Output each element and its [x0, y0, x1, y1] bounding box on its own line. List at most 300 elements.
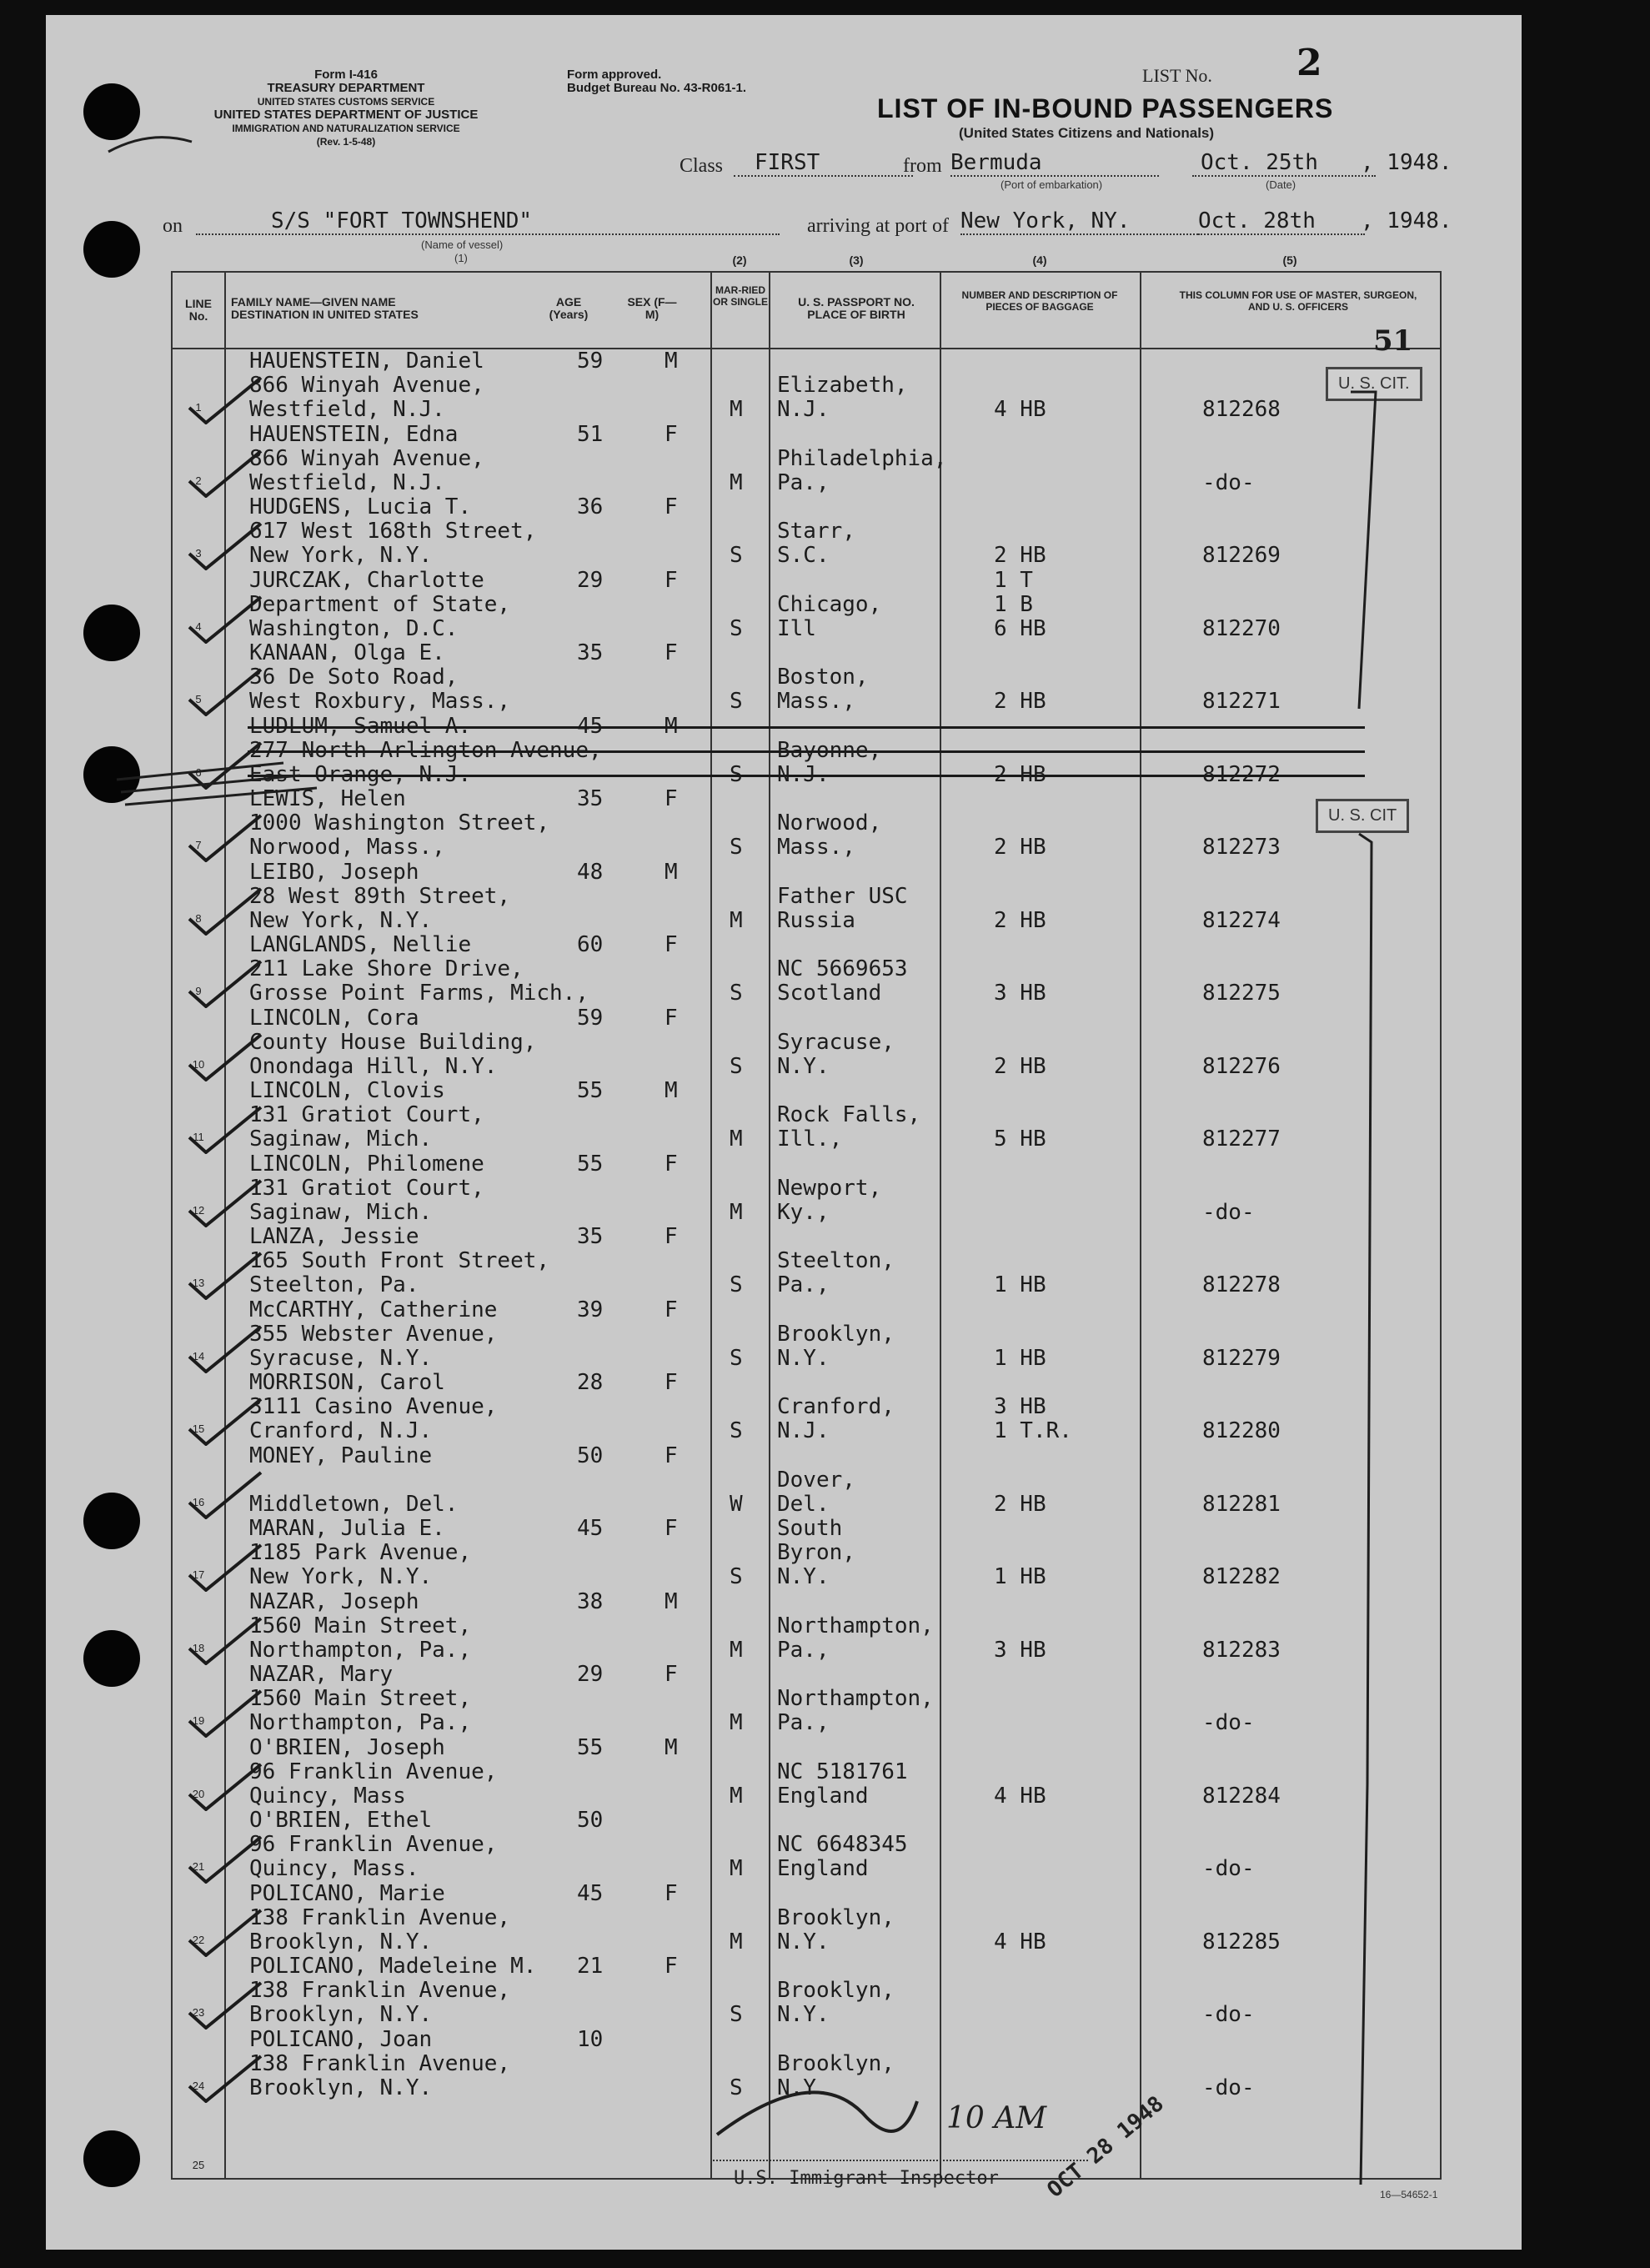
age: 45 — [577, 713, 604, 739]
destination-street: 1560 Main Street, — [249, 1686, 472, 1711]
arrival-date-stamp: OCT 28 1948 — [1042, 2091, 1169, 2203]
officer-entry: 812271 — [1202, 689, 1281, 714]
check-mark — [188, 1761, 263, 1811]
col-passport-birthplace: U. S. PASSPORT NO. PLACE OF BIRTH — [798, 295, 915, 321]
marital-status: S — [730, 1345, 743, 1371]
baggage: 2 HB — [994, 907, 1046, 933]
destination-city: New York, N.Y. — [249, 907, 433, 933]
destination-city: Onondaga Hill, N.Y. — [249, 1053, 498, 1079]
passenger-name: O'BRIEN, Ethel — [249, 1808, 433, 1833]
sex: M — [665, 1588, 678, 1614]
form-subtitle: (United States Citizens and Nationals) — [959, 125, 1215, 141]
officer-entry: 812276 — [1202, 1053, 1281, 1079]
age: 45 — [577, 1880, 604, 1906]
passport-birthplace: Northampton, — [777, 1686, 934, 1711]
destination-city: Saginaw, Mich. — [249, 1126, 433, 1152]
age: 55 — [577, 1078, 604, 1103]
passenger-name: MONEY, Pauline — [249, 1443, 433, 1468]
line-number: 7 — [195, 839, 202, 851]
punch-hole — [83, 2130, 140, 2187]
destination-city: New York, N.Y. — [249, 1564, 433, 1589]
passport-birthplace: Rock Falls, — [777, 1102, 921, 1127]
destination-city: Middletown, Del. — [249, 1491, 459, 1517]
line-number: 14 — [192, 1349, 205, 1362]
sex: F — [665, 640, 678, 665]
check-mark — [188, 666, 263, 716]
age: 60 — [577, 932, 604, 957]
check-mark — [188, 1469, 263, 1519]
baggage: 6 HB — [994, 615, 1046, 641]
check-mark — [188, 520, 263, 570]
age: 45 — [577, 1516, 604, 1541]
passenger-name: MARAN, Julia E. — [249, 1516, 445, 1541]
destination-street: 866 Winyah Avenue, — [249, 445, 484, 471]
passenger-name: NAZAR, Joseph — [249, 1588, 419, 1614]
line-number: 10 — [192, 1057, 205, 1071]
marital-status: M — [730, 1637, 743, 1663]
marital-status: S — [730, 981, 743, 1006]
sex: F — [665, 494, 678, 519]
destination-street: 28 West 89th Street, — [249, 883, 511, 909]
birthplace-state: Del. — [777, 1491, 830, 1517]
marital-status: M — [730, 469, 743, 495]
sex: F — [665, 1516, 678, 1541]
age: 35 — [577, 786, 604, 811]
destination-street: 138 Franklin Avenue, — [249, 1978, 511, 2003]
baggage: 1 B — [994, 591, 1033, 617]
officer-entry: 812281 — [1202, 1491, 1281, 1517]
from-label: from — [903, 155, 942, 177]
destination-city: Northampton, Pa., — [249, 1637, 472, 1663]
baggage: 1 HB — [994, 1345, 1046, 1371]
line-number: 19 — [192, 1714, 205, 1727]
passport-birthplace: Cranford, — [777, 1394, 895, 1419]
birthplace-state: Pa., — [777, 1710, 830, 1735]
check-mark — [188, 1177, 263, 1227]
birthplace-state: N.J. — [777, 1418, 830, 1443]
destination-city: Westfield, N.J. — [249, 469, 445, 495]
baggage: 4 HB — [994, 397, 1046, 422]
col-age: AGE (Years) — [549, 295, 589, 321]
sex: F — [665, 932, 678, 957]
age: 51 — [577, 421, 604, 447]
check-mark — [188, 374, 263, 424]
strike-through-line — [248, 750, 1365, 753]
destination-city: Westfield, N.J. — [249, 397, 445, 422]
passport-birthplace: Brooklyn, — [777, 1904, 895, 1930]
line-number: 9 — [195, 985, 202, 997]
line-number: 18 — [192, 1641, 205, 1654]
passport-birthplace: Philadelphia, — [777, 445, 947, 471]
check-mark — [188, 1907, 263, 1957]
line-number: 4 — [195, 620, 202, 633]
marital-status: M — [730, 1710, 743, 1735]
birthplace-state: N.Y. — [777, 2075, 830, 2100]
passenger-name: O'BRIEN, Joseph — [249, 1734, 445, 1760]
destination-city: West Roxbury, Mass., — [249, 689, 511, 714]
check-mark — [188, 448, 263, 498]
passenger-name: LANZA, Jessie — [249, 1224, 419, 1249]
line-number: 13 — [192, 1277, 205, 1289]
birthplace-state: Pa., — [777, 1637, 830, 1663]
arrival-port: New York, NY. — [960, 208, 1198, 235]
passport-birthplace: Newport, — [777, 1175, 882, 1201]
check-mark — [188, 1979, 263, 2030]
customs-service: UNITED STATES CUSTOMS SERVICE — [257, 96, 435, 108]
birthplace-state: England — [777, 1856, 869, 1881]
age: 55 — [577, 1151, 604, 1177]
revision-date: (Rev. 1-5-48) — [316, 136, 376, 148]
col-married-single: MAR-RIED OR SINGLE — [713, 284, 769, 308]
age: 21 — [577, 1954, 604, 1979]
strike-through-line — [248, 775, 1365, 777]
passenger-name: McCARTHY, Catherine — [249, 1297, 498, 1322]
officer-entry: 812277 — [1202, 1126, 1281, 1152]
passenger-name: LINCOLN, Clovis — [249, 1078, 445, 1103]
officer-count: 51 — [1373, 324, 1413, 358]
passenger-name: JURCZAK, Charlotte — [249, 567, 484, 593]
sex: F — [665, 1297, 678, 1322]
passport-birthplace: Bayonne, — [777, 737, 882, 763]
baggage: 1 HB — [994, 1564, 1046, 1589]
age: 38 — [577, 1588, 604, 1614]
class-label: Class — [680, 155, 724, 177]
passport-birthplace: Brooklyn, — [777, 1978, 895, 2003]
check-mark — [188, 958, 263, 1008]
officer-entry: 812279 — [1202, 1345, 1281, 1371]
baggage: 2 HB — [994, 835, 1046, 860]
baggage: 3 HB — [994, 981, 1046, 1006]
destination-street: 96 Franklin Avenue, — [249, 1759, 498, 1784]
passport-birthplace: Steelton, — [777, 1248, 895, 1273]
check-mark — [188, 1031, 263, 1081]
officer-entry: -do- — [1202, 1856, 1255, 1881]
age: 28 — [577, 1370, 604, 1395]
baggage: 3 HB — [994, 1394, 1046, 1419]
check-mark — [188, 1323, 263, 1373]
officer-entry: 812268 — [1202, 397, 1281, 422]
officer-entry: 812285 — [1202, 1929, 1281, 1954]
sex: M — [665, 713, 678, 739]
passport-birthplace: Brooklyn, — [777, 2050, 895, 2076]
officer-entry: -do- — [1202, 2002, 1255, 2027]
destination-city: Brooklyn, N.Y. — [249, 2002, 433, 2027]
birthplace-state: N.Y. — [777, 1053, 830, 1079]
destination-street: Department of State, — [249, 591, 511, 617]
line-number: 17 — [192, 1568, 205, 1581]
officer-entry: 812274 — [1202, 907, 1281, 933]
sex: F — [665, 567, 678, 593]
passenger-name: NAZAR, Mary — [249, 1662, 394, 1687]
passport-birthplace: Elizabeth, — [777, 373, 908, 398]
destination-street: 138 Franklin Avenue, — [249, 1904, 511, 1930]
birthplace-state: Mass., — [777, 835, 855, 860]
marital-status: S — [730, 1564, 743, 1589]
destination-street: 1185 Park Avenue, — [249, 1540, 472, 1565]
date-caption: (Date) — [1266, 178, 1296, 191]
embarkation-caption: (Port of embarkation) — [1001, 178, 1103, 191]
destination-street: 1560 Main Street, — [249, 1613, 472, 1638]
birthplace-state: Mass., — [777, 689, 855, 714]
line-number: 1 — [195, 401, 202, 414]
sex: F — [665, 1954, 678, 1979]
age: 50 — [577, 1808, 604, 1833]
birthplace-state: Ky., — [777, 1199, 830, 1225]
form-title: LIST OF IN-BOUND PASSENGERS — [877, 93, 1334, 123]
passport-birthplace: Norwood, — [777, 810, 882, 835]
age: 29 — [577, 567, 604, 593]
sex: M — [665, 1078, 678, 1103]
passenger-name: HAUENSTEIN, Edna — [249, 421, 459, 447]
destination-street: 165 South Front Street, — [249, 1248, 550, 1273]
passenger-name: KANAAN, Olga E. — [249, 640, 445, 665]
line-number: 3 — [195, 547, 202, 559]
age: 10 — [577, 2026, 604, 2052]
birthplace-state: N.J. — [777, 761, 830, 787]
punch-hole — [83, 83, 140, 140]
line-number: 12 — [192, 1203, 205, 1217]
marital-status: S — [730, 1418, 743, 1443]
form-approved: Form approved. — [567, 68, 662, 82]
col-num-2: (2) — [732, 253, 747, 267]
col-name-destination: FAMILY NAME—GIVEN NAME DESTINATION IN UNITED STATES — [231, 295, 419, 321]
destination-street: 211 Lake Shore Drive, — [249, 956, 524, 981]
sex: F — [665, 1662, 678, 1687]
passport-birthplace: Chicago, — [777, 591, 882, 617]
sex: M — [665, 859, 678, 885]
marital-status: S — [730, 2002, 743, 2027]
birthplace-state: N.Y. — [777, 2002, 830, 2027]
birthplace-state: Pa., — [777, 469, 830, 495]
birthplace-state: S.C. — [777, 543, 830, 568]
marital-status: S — [730, 543, 743, 568]
punch-hole — [83, 221, 140, 278]
passenger-table — [171, 253, 1442, 2180]
officer-entry: 812273 — [1202, 835, 1281, 860]
destination-city: Brooklyn, N.Y. — [249, 1929, 433, 1954]
line-number: 23 — [192, 2006, 205, 2019]
punch-hole — [83, 1630, 140, 1687]
col-baggage: NUMBER AND DESCRIPTION OF PIECES OF BAGGAGE — [961, 289, 1118, 313]
handwritten-time: 10 AM — [946, 2101, 1047, 2135]
punch-hole — [83, 1493, 140, 1549]
passport-birthplace: Starr, — [777, 519, 855, 544]
marital-status: M — [730, 1929, 743, 1954]
sex: M — [665, 1734, 678, 1760]
destination-street: 131 Gratiot Court, — [249, 1175, 484, 1201]
destination-street: 3111 Casino Avenue, — [249, 1394, 498, 1419]
officer-entry: 812269 — [1202, 543, 1281, 568]
check-mark — [188, 1250, 263, 1300]
officer-entry: 812282 — [1202, 1564, 1281, 1589]
passport-birthplace: NC 5181761 — [777, 1759, 908, 1784]
officer-entry: 812280 — [1202, 1418, 1281, 1443]
baggage: 2 HB — [994, 1491, 1046, 1517]
marital-status: M — [730, 1199, 743, 1225]
list-number-value: 2 — [1296, 42, 1322, 84]
destination-street: 277 North Arlington Avenue, — [249, 737, 602, 763]
officer-entry: 812284 — [1202, 1783, 1281, 1809]
officer-entry: -do- — [1202, 2075, 1255, 2100]
marital-status: M — [730, 397, 743, 422]
check-mark — [188, 1615, 263, 1665]
destination-city: Quincy, Mass — [249, 1783, 406, 1809]
destination-city: Washington, D.C. — [249, 615, 459, 641]
passenger-name: LEIBO, Joseph — [249, 859, 419, 885]
baggage: 3 HB — [994, 1637, 1046, 1663]
officer-entry: 812272 — [1202, 761, 1281, 787]
check-mark — [188, 812, 263, 862]
check-mark — [188, 1688, 263, 1738]
officer-entry: -do- — [1202, 1710, 1255, 1735]
officer-entry: 812275 — [1202, 981, 1281, 1006]
birthplace-state: Ill., — [777, 1126, 843, 1152]
line-number: 5 — [195, 693, 202, 705]
marital-status: S — [730, 1053, 743, 1079]
baggage: 4 HB — [994, 1929, 1046, 1954]
officer-entry: 812270 — [1202, 615, 1281, 641]
line-number: 15 — [192, 1423, 205, 1435]
baggage: 1 HB — [994, 1272, 1046, 1297]
check-mark — [188, 1396, 263, 1446]
age: 35 — [577, 1224, 604, 1249]
passenger-name: HAUENSTEIN, Daniel — [249, 349, 484, 374]
age: 55 — [577, 1734, 604, 1760]
passenger-name: MORRISON, Carol — [249, 1370, 445, 1395]
on-label: on — [163, 215, 183, 237]
vessel-caption: (Name of vessel) — [421, 238, 504, 251]
embarkation-port: Bermuda — [950, 150, 1159, 177]
age: 50 — [577, 1443, 604, 1468]
passenger-name: POLICANO, Marie — [249, 1880, 445, 1906]
baggage: 2 HB — [994, 689, 1046, 714]
destination-city: Steelton, Pa. — [249, 1272, 419, 1297]
vessel-column-number: (1) — [454, 252, 468, 264]
officer-entry: -do- — [1202, 469, 1255, 495]
baggage: 1 T.R. — [994, 1418, 1072, 1443]
passport-birthplace: NC 6648345 — [777, 1832, 908, 1857]
birthplace-state: Russia — [777, 907, 855, 933]
passport-birthplace: Father USC — [777, 883, 908, 909]
line-number-25: 25 — [192, 2159, 205, 2171]
sex: F — [665, 1224, 678, 1249]
col-num-4: (4) — [1032, 253, 1047, 267]
sex: M — [665, 349, 678, 374]
line-number: 8 — [195, 911, 202, 925]
line-number: 22 — [192, 1933, 205, 1946]
destination-city: Cranford, N.J. — [249, 1418, 433, 1443]
passport-birthplace: Boston, — [777, 665, 869, 690]
birthplace-state: Scotland — [777, 981, 882, 1006]
sex: F — [665, 1880, 678, 1906]
birthplace-state: N.Y. — [777, 1564, 830, 1589]
passenger-name: LUDLUM, Samuel A. — [249, 713, 472, 739]
age: 29 — [577, 1662, 604, 1687]
line-number: 2 — [195, 474, 202, 487]
baggage: 4 HB — [994, 1783, 1046, 1809]
marital-status: M — [730, 907, 743, 933]
officer-entry: 812278 — [1202, 1272, 1281, 1297]
birthplace-state: N.J. — [777, 397, 830, 422]
line-number: 24 — [192, 2079, 205, 2092]
passenger-name: LINCOLN, Philomene — [249, 1151, 484, 1177]
officer-entry: 812283 — [1202, 1637, 1281, 1663]
justice-dept: UNITED STATES DEPARTMENT OF JUSTICE — [213, 108, 479, 122]
budget-bureau: Budget Bureau No. 43-R061-1. — [567, 81, 747, 95]
passport-birthplace: Syracuse, — [777, 1029, 895, 1055]
destination-street: 617 West 168th Street, — [249, 519, 537, 544]
line-number: 20 — [192, 1787, 205, 1800]
marital-status: W — [730, 1491, 743, 1517]
baggage: 2 HB — [994, 1053, 1046, 1079]
marital-status: S — [730, 1272, 743, 1297]
passenger-name: POLICANO, Madeleine M. — [249, 1954, 537, 1979]
form-agency-block — [167, 68, 525, 148]
sex: F — [665, 786, 678, 811]
check-mark — [188, 2053, 263, 2103]
destination-city: New York, N.Y. — [249, 543, 433, 568]
baggage: 2 HB — [994, 543, 1046, 568]
birthplace-state: N.Y. — [777, 1345, 830, 1371]
officer-entry: -do- — [1202, 1199, 1255, 1225]
departure-year: , 1948. — [1361, 150, 1452, 175]
departure-date: Oct. 25th — [1192, 150, 1376, 177]
passport-birthplace: Dover, — [777, 1467, 855, 1493]
passenger-name: HUDGENS, Lucia T. — [249, 494, 472, 519]
passport-birthplace: South — [777, 1516, 843, 1541]
arrival-date: Oct. 28th — [1198, 208, 1365, 235]
marital-status: M — [730, 1783, 743, 1809]
col-num-5: (5) — [1282, 253, 1297, 267]
destination-city: Syracuse, N.Y. — [249, 1345, 433, 1371]
baggage: 1 T — [994, 567, 1033, 593]
birthplace-state: Pa., — [777, 1272, 830, 1297]
destination-street: 355 Webster Avenue, — [249, 1321, 498, 1347]
passport-birthplace: NC 5669653 — [777, 956, 908, 981]
sex: F — [665, 1005, 678, 1031]
punch-hole — [83, 746, 140, 803]
passport-birthplace: Byron, — [777, 1540, 855, 1565]
sex: F — [665, 1443, 678, 1468]
destination-street: 96 Franklin Avenue, — [249, 1832, 498, 1857]
destination-city: Brooklyn, N.Y. — [249, 2075, 433, 2100]
vessel-name: S/S "FORT TOWNSHEND" — [196, 208, 780, 235]
marital-status: S — [730, 689, 743, 714]
arriving-label: arriving at port of — [807, 215, 949, 237]
us-citizen-stamp-2: U. S. CIT — [1316, 799, 1409, 833]
destination-street: 1000 Washington Street, — [249, 810, 550, 835]
destination-street: 131 Gratiot Court, — [249, 1102, 484, 1127]
check-mark — [188, 594, 263, 644]
destination-city: Grosse Point Farms, Mich., — [249, 981, 589, 1006]
check-mark — [188, 886, 263, 936]
age: 59 — [577, 1005, 604, 1031]
line-number: 11 — [193, 1131, 204, 1143]
passenger-name: LINCOLN, Cora — [249, 1005, 419, 1031]
col-officers: THIS COLUMN FOR USE OF MASTER, SURGEON, AND U. S. OFFICERS — [1179, 289, 1417, 313]
approval-block — [567, 68, 746, 95]
destination-city: Saginaw, Mich. — [249, 1199, 433, 1225]
passport-birthplace: Brooklyn, — [777, 1321, 895, 1347]
arrival-year: , 1948. — [1361, 208, 1452, 233]
birthplace-state: England — [777, 1783, 869, 1809]
sex: F — [665, 1370, 678, 1395]
sex: F — [665, 421, 678, 447]
form-id: Form I-416 — [314, 68, 378, 82]
list-number-label: LIST No. — [1142, 65, 1212, 86]
age: 48 — [577, 859, 604, 885]
destination-street: 138 Franklin Avenue, — [249, 2050, 511, 2076]
